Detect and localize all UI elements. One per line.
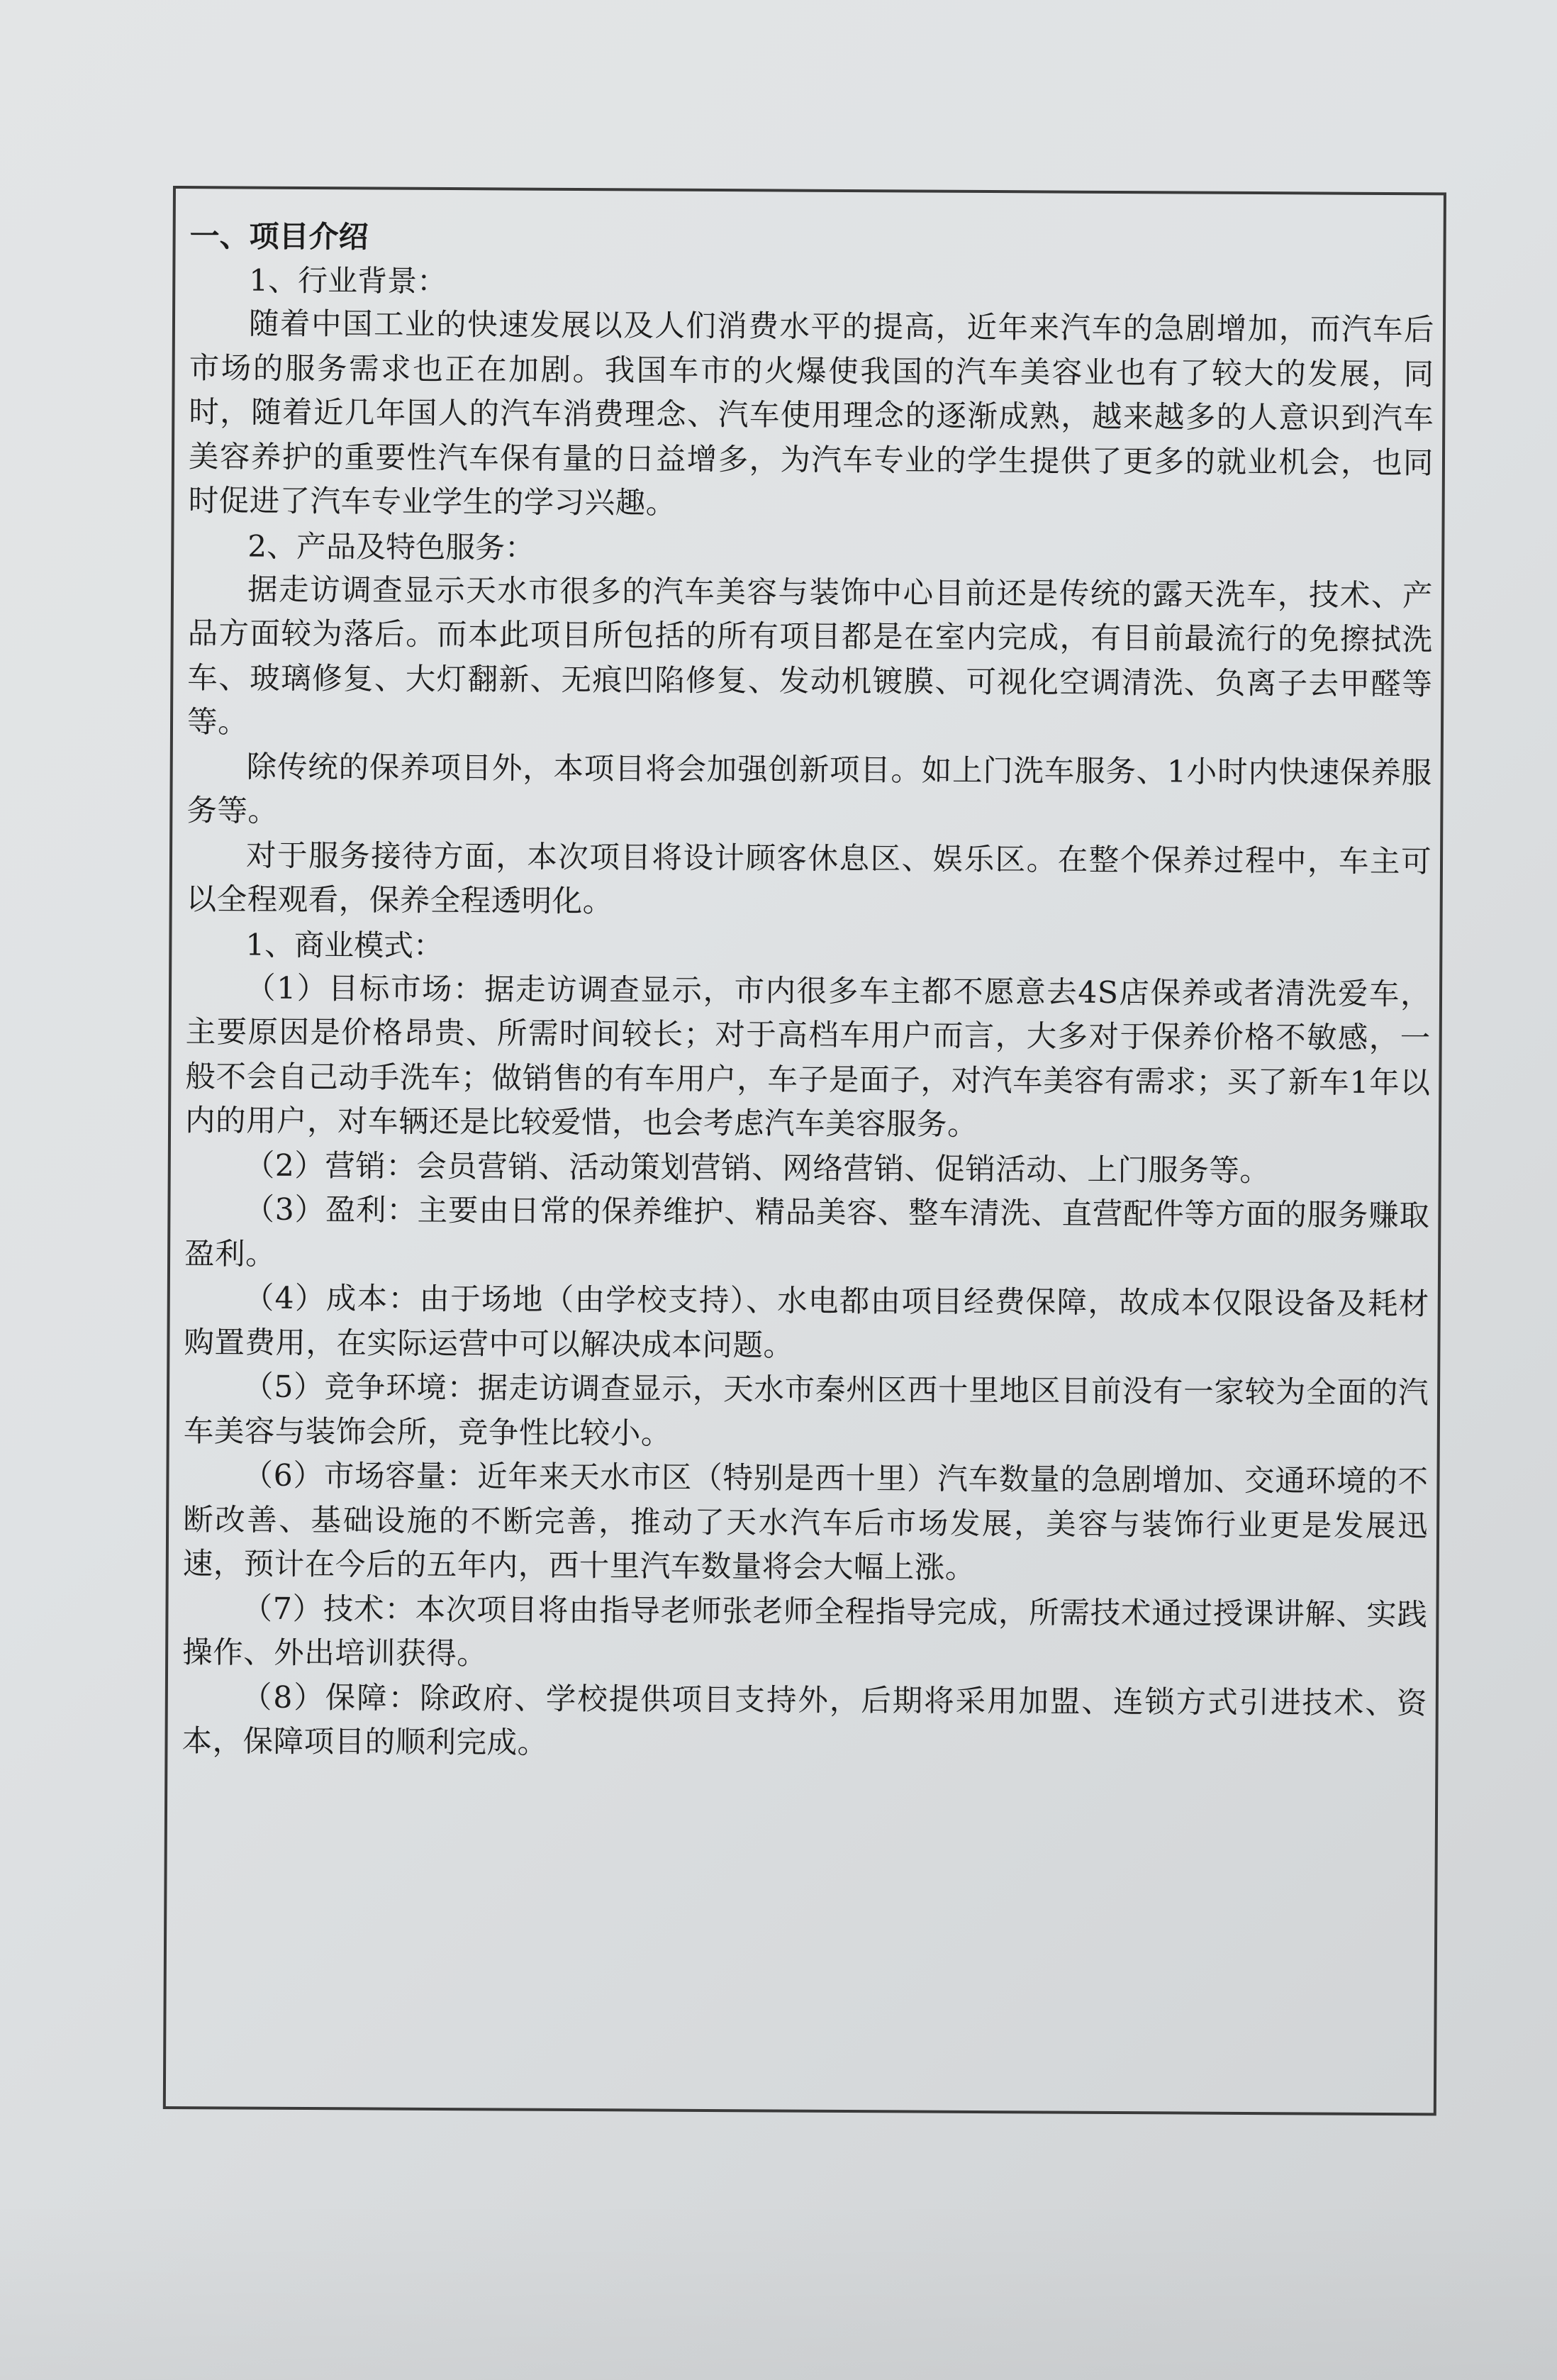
document-frame: [163, 186, 1446, 2115]
document-content: [182, 214, 1434, 1771]
section-title: 一、项目介绍: [189, 218, 369, 255]
subsection-products-services: 2、产品及特色服务：: [247, 528, 535, 565]
paragraph-cost: （4）成本：由于场地（由学校支持）、水电都由项目经费保障，故成本仅限设备及耗材购置费用，在实际运营中可以解决成本问题。: [184, 1281, 1429, 1364]
paragraph-market-capacity: （6）市场容量：近年来天水市区（特别是西十里）汽车数量的急剧增加、交通环境的不断改善、基础设施的不断完善，推动了天水汽车后市场发展，美容与装饰行业更是发展迅速，预计在今后的五年内，西十里汽车数量将会大幅上涨。: [182, 1458, 1429, 1586]
page-shadow: [0, 2198, 1557, 2380]
paragraph-marketing: （2）营销：会员营销、活动策划营销、网络营销、促销活动、上门服务等。: [244, 1148, 1271, 1189]
subsection-industry-background: 1、行业背景：: [249, 262, 447, 299]
paragraph-products-1: 据走访调查显示天水市很多的汽车美容与装饰中心目前还是传统的露天洗车，技术、产品方面较为落后。而本此项目所包括的所有项目都是在室内完成，有目前最流行的免擦拭洗车、玻璃修复、大灯翻新、无痕凹陷修复、发动机镀膜、可视化空调清洗、负离子去甲醛等等。: [186, 572, 1434, 740]
paragraph-guarantee: （8）保障：除政府、学校提供项目支持外，后期将采用加盟、连锁方式引进技术、资本，保障项目的顺利完成。: [182, 1680, 1427, 1761]
paragraph-industry-background: 随着中国工业的快速发展以及人们消费水平的提高，近年来汽车的急剧增加，而汽车后市场的服务需求也正在加剧。我国车市的火爆使我国的汽车美容业也有了较大的发展，同时，随着近几年国人的汽车消费理念、汽车使用理念的逐渐成熟，越来越多的人意识到汽车美容养护的重要性汽车保有量的日益增多，为汽车专业的学生提供了更多的就业机会，也同时促进了汽车专业学生的学习兴趣。: [188, 306, 1435, 521]
subsection-business-model: 1、商业模式：: [245, 927, 444, 963]
paragraph-target-market: （1）目标市场：据走访调查显示，市内很多车主都不愿意去4S店保养或者清洗爱车，主要原因是价格昂贵、所需时间较长；对于高档车用户而言，大多对于保养价格不敏感，一般不会自己动手洗车；做销售的有车用户，车子是面子，对汽车美容有需求；买了新车1年以内的用户，对车辆还是比较爱惜，也会考虑汽车美容服务。: [184, 971, 1432, 1142]
paragraph-products-2: 除传统的保养项目外，本项目将会加强创新项目。如上门洗车服务、1小时内快速保养服务等。: [186, 750, 1432, 829]
paragraph-technology: （7）技术：本次项目将由指导老师张老师全程指导完成，所需技术通过授课讲解、实践操作、外出培训获得。: [182, 1591, 1428, 1672]
paragraph-competition: （5）竞争环境：据走访调查显示，天水市秦州区西十里地区目前没有一家较为全面的汽车美容与装饰会所，竞争性比较小。: [183, 1369, 1429, 1452]
paragraph-products-3: 对于服务接待方面，本次项目将设计顾客休息区、娱乐区。在整个保养过程中，车主可以全程观看，保养全程透明化。: [186, 838, 1432, 920]
paragraph-profit: （3）盈利：主要由日常的保养维护、精品美容、整车清洗、直营配件等方面的服务赚取盈利。: [184, 1192, 1430, 1272]
